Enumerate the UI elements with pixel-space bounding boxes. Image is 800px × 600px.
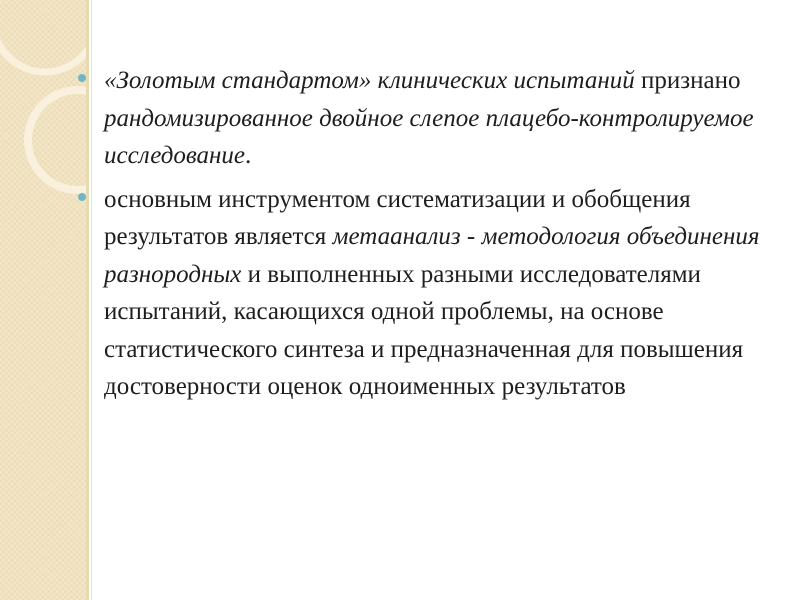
bullet-dot <box>78 193 86 201</box>
decorative-side-panel <box>0 0 86 600</box>
text-segment: «Золотым стандартом» клинических испытаний <box>104 67 635 94</box>
bullet-item <box>78 181 768 406</box>
text-segment: метаанализ - методология объединения разнородных <box>104 223 760 288</box>
bullet-dot <box>78 74 86 82</box>
bullet-item <box>78 62 768 175</box>
bullet-text <box>104 181 768 406</box>
text-segment: и выполненных разными исследователями испытаний, касающихся одной проблемы, на основе статистического синтеза и предназначенная для повышения достоверности оценок одноименных результатов <box>104 260 744 400</box>
text-segment: основным инструментом систематизации и обобщения результатов является <box>104 185 691 250</box>
bullet-text <box>104 62 768 175</box>
decorative-rings <box>0 0 86 260</box>
ring-top <box>0 0 86 72</box>
slide-content <box>78 62 768 412</box>
text-segment: признано <box>634 67 741 94</box>
text-segment: . <box>245 142 252 169</box>
text-segment: рандомизированное двойное слепое плацебо-контролируемое исследование <box>104 104 754 169</box>
